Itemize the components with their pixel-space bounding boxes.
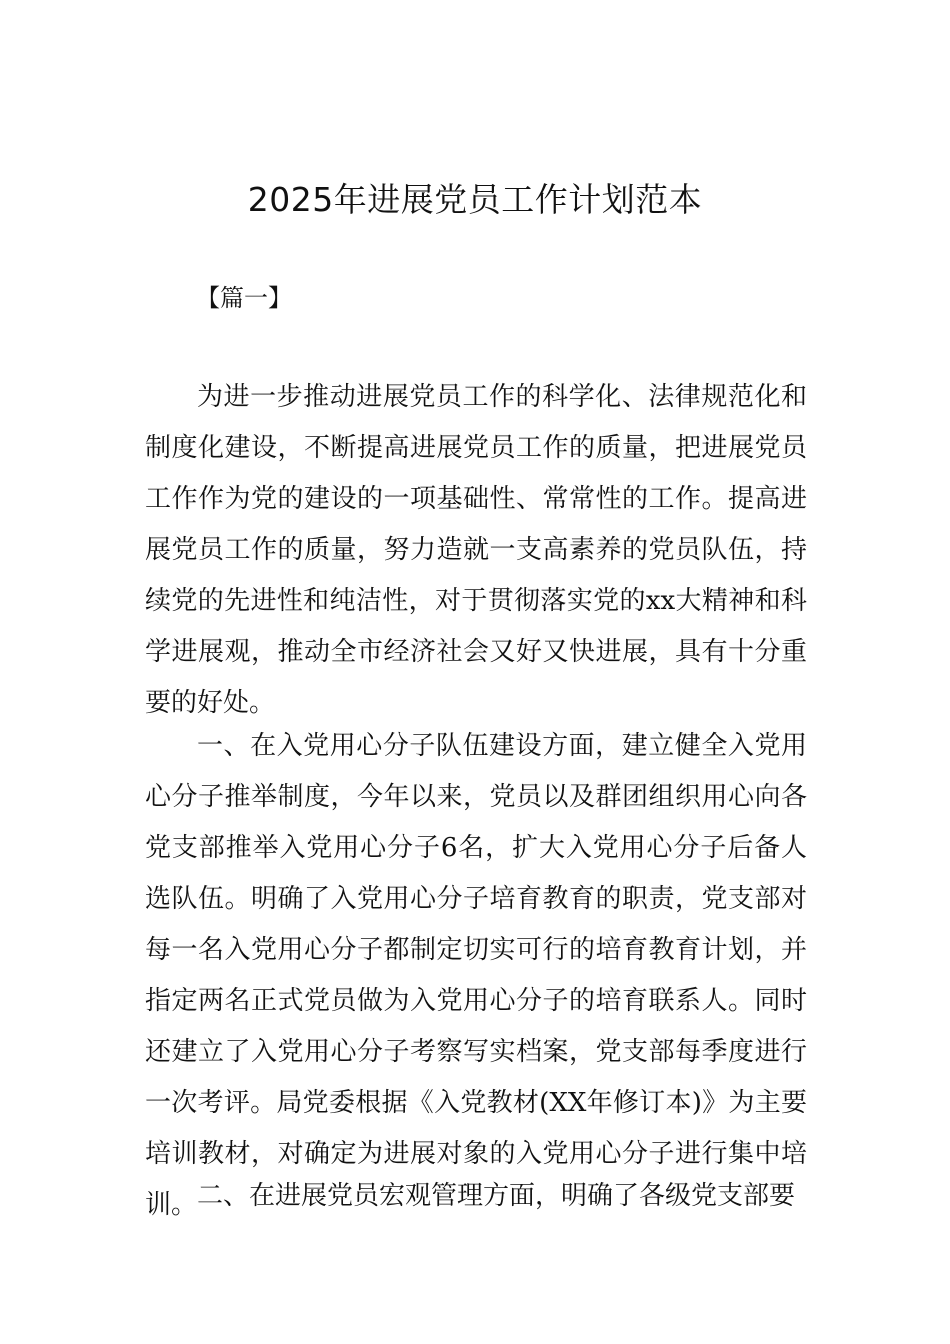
paragraph-intro: 为进一步推动进展党员工作的科学化、法律规范化和制度化建设，不断提高进展党员工作的质量，把进展党员工作作为党的建设的一项基础性、常常性的工作。提高进展党员工作的质量，努力造就一支高素养的党员队伍，持续党的先进性和纯洁性，对于贯彻落实党的xx大精神和科学进展观，推动全市经济社会又好又快进展，具有十分重要的好处。 bbox=[145, 382, 807, 718]
document-title: 2025年进展党员工作计划范本 bbox=[247, 180, 703, 219]
section-label: 【篇一】 bbox=[196, 284, 292, 312]
paragraph-section-two: 二、在进展党员宏观管理方面，明确了各级党支部要 bbox=[197, 1181, 796, 1211]
paragraph-section-one: 一、在入党用心分子队伍建设方面，建立健全入党用心分子推举制度，今年以来，党员以及群团组织用心向各党支部推举入党用心分子6名，扩大入党用心分子后备人选队伍。明确了入党用心分子培育教育的职责，党支部对每一名入党用心分子都制定切实可行的培育教育计划，并指定两名正式党员做为入党用心分子的培育联系人。同时还建立了入党用心分子考察写实档案，党支部每季度进行一次考评。局党委根据《入党教材(XX年修订本)》为主要培训教材，对确定为进展对象的入党用心分子进行集中培训。 bbox=[145, 731, 807, 1220]
